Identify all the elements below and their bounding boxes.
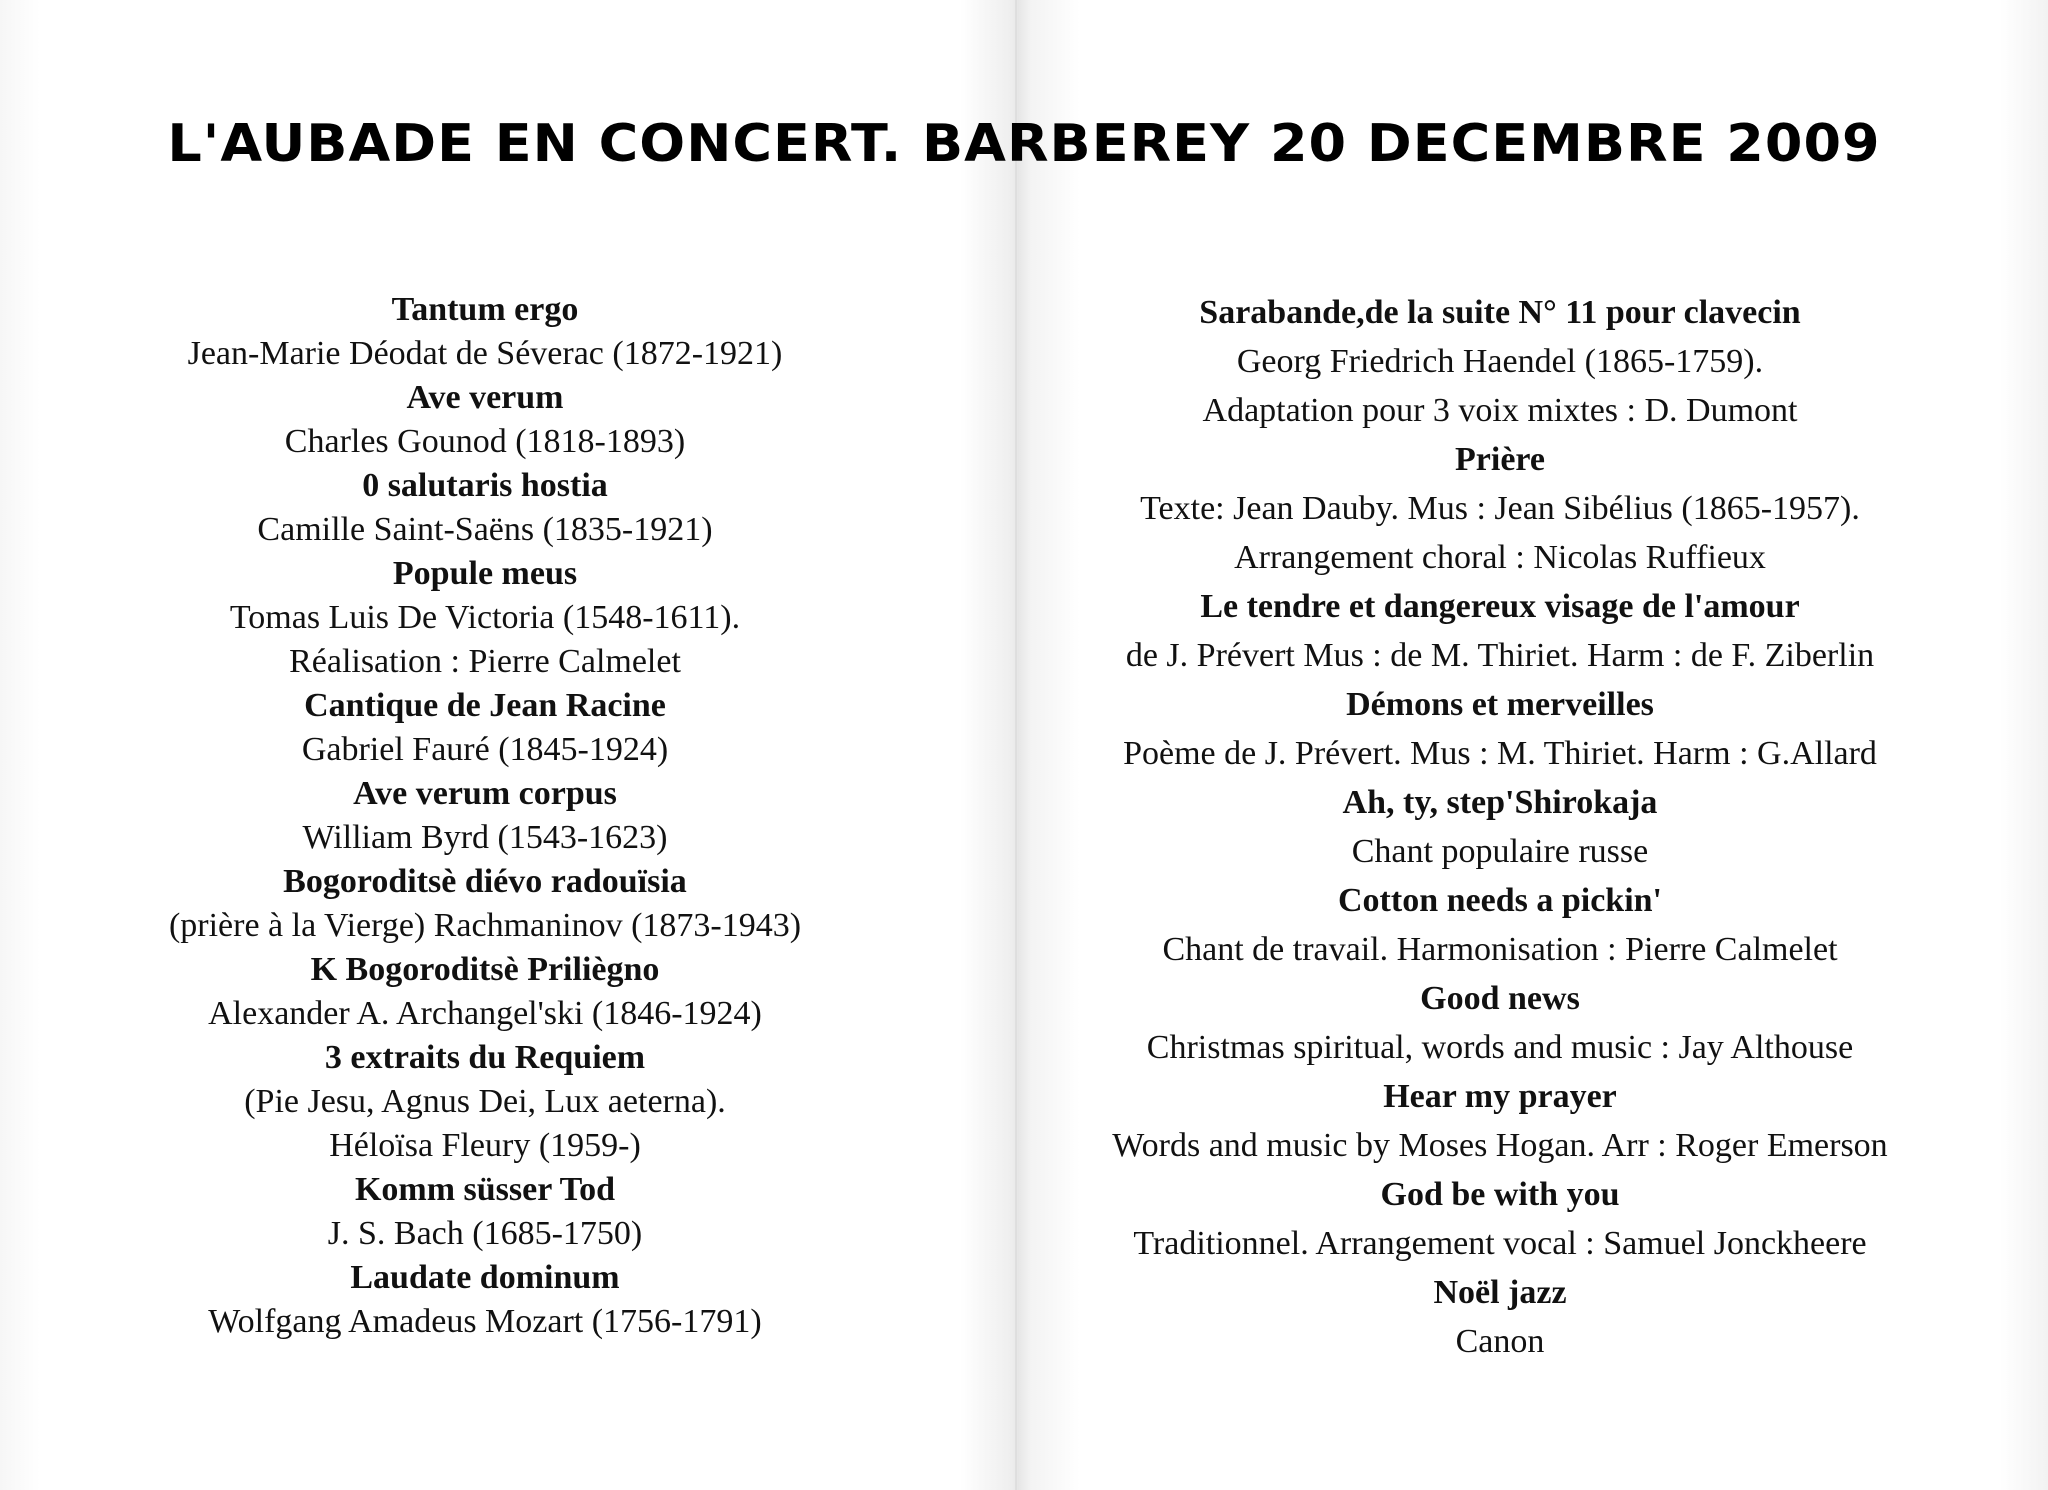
program-item <box>90 948 880 1036</box>
program-item <box>90 1036 880 1168</box>
page-fold <box>1015 0 1017 1490</box>
piece-title: Cotton needs a pickin' <box>1338 882 1662 919</box>
piece-title: Good news <box>1420 980 1580 1017</box>
piece-title: Ave verum corpus <box>353 775 617 812</box>
program-item <box>90 552 880 684</box>
piece-composer: Tomas Luis De Victoria (1548-1611). <box>229 599 741 636</box>
program-item <box>1050 1170 1950 1268</box>
piece-title: Bogoroditsè diévo radouïsia <box>283 863 687 900</box>
piece-composer: William Byrd (1543-1623) <box>302 819 668 856</box>
piece-detail: Traditionnel. Arrangement vocal : Samuel Jonckheere <box>1133 1225 1867 1262</box>
piece-composer: Texte: Jean Dauby. Mus : Jean Sibélius (1865-1957). <box>1140 490 1860 527</box>
page-title: L'AUBADE EN CONCERT. BARBEREY 20 DECEMBRE 2009 <box>167 113 1881 174</box>
piece-composer: Poème de J. Prévert. Mus : M. Thiriet. Harm : G.Allard <box>1123 735 1877 772</box>
piece-title: Komm süsser Tod <box>354 1171 616 1208</box>
piece-credit: Adaptation pour 3 voix mixtes : D. Dumont <box>1202 392 1798 429</box>
program-item <box>1050 876 1950 974</box>
piece-detail: (Pie Jesu, Agnus Dei, Lux aeterna). <box>244 1083 726 1120</box>
piece-composer: Héloïsa Fleury (1959-) <box>329 1127 641 1164</box>
program-item <box>1050 435 1950 582</box>
right-program-column <box>1050 288 1950 1366</box>
piece-title: K Bogoroditsè Priliègno <box>310 951 660 988</box>
piece-composer: (prière à la Vierge) Rachmaninov (1873-1943) <box>168 907 802 944</box>
program-item <box>1050 974 1950 1072</box>
piece-title: Démons et merveilles <box>1346 686 1654 723</box>
program-item <box>90 1168 880 1256</box>
piece-title: 0 salutaris hostia <box>362 467 608 504</box>
program-item <box>1050 1268 1950 1366</box>
piece-credit: Arrangement choral : Nicolas Ruffieux <box>1234 539 1766 576</box>
program-item <box>90 772 880 860</box>
program-item <box>90 464 880 552</box>
piece-composer: J. S. Bach (1685-1750) <box>327 1215 643 1252</box>
piece-composer: de J. Prévert Mus : de M. Thiriet. Harm : de F. Ziberlin <box>1125 637 1875 674</box>
program-item <box>90 684 880 772</box>
piece-title: Hear my prayer <box>1383 1078 1617 1115</box>
piece-title: God be with you <box>1380 1176 1620 1213</box>
piece-title: Tantum ergo <box>391 291 579 328</box>
program-item <box>1050 582 1950 680</box>
piece-composer: Charles Gounod (1818-1893) <box>284 423 686 460</box>
piece-composer: Georg Friedrich Haendel (1865-1759). <box>1236 343 1764 380</box>
program-item <box>1050 288 1950 435</box>
piece-title: Noël jazz <box>1433 1274 1567 1311</box>
piece-credit: Réalisation : Pierre Calmelet <box>289 643 681 680</box>
piece-detail: Chant de travail. Harmonisation : Pierre Calmelet <box>1162 931 1838 968</box>
piece-title: Laudate dominum <box>350 1259 620 1296</box>
piece-composer: Jean-Marie Déodat de Séverac (1872-1921) <box>187 335 783 372</box>
piece-detail: Chant populaire russe <box>1351 833 1649 870</box>
piece-composer: Camille Saint-Saëns (1835-1921) <box>257 511 713 548</box>
left-program-column <box>90 288 880 1344</box>
piece-title: Ave verum <box>406 379 564 416</box>
piece-detail: Canon <box>1455 1323 1545 1360</box>
piece-composer: Alexander A. Archangel'ski (1846-1924) <box>208 995 762 1032</box>
piece-composer: Wolfgang Amadeus Mozart (1756-1791) <box>208 1303 762 1340</box>
piece-composer: Gabriel Fauré (1845-1924) <box>301 731 669 768</box>
piece-detail: Words and music by Moses Hogan. Arr : Roger Emerson <box>1112 1127 1888 1164</box>
piece-title: Le tendre et dangereux visage de l'amour <box>1200 588 1800 625</box>
program-item <box>90 1256 880 1344</box>
program-item <box>90 376 880 464</box>
program-item <box>90 288 880 376</box>
piece-title: Cantique de Jean Racine <box>304 687 666 724</box>
piece-title: Ah, ty, step'Shirokaja <box>1342 784 1658 821</box>
program-item <box>1050 778 1950 876</box>
program-item <box>90 860 880 948</box>
piece-detail: Christmas spiritual, words and music : Jay Althouse <box>1146 1029 1854 1066</box>
program-item <box>1050 1072 1950 1170</box>
piece-title: 3 extraits du Requiem <box>324 1039 646 1076</box>
piece-title: Sarabande,de la suite N° 11 pour clavecin <box>1199 294 1801 331</box>
program-item <box>1050 680 1950 778</box>
piece-title: Popule meus <box>392 555 578 592</box>
piece-title: Prière <box>1455 441 1545 478</box>
